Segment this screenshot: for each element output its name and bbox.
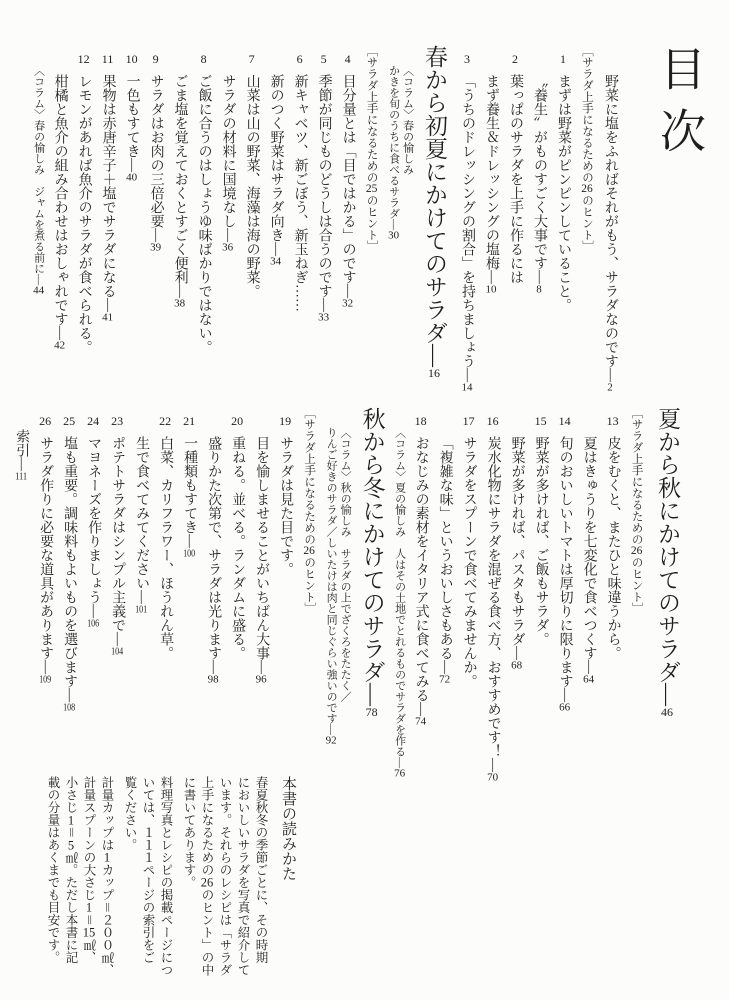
reading-notes bbox=[39, 776, 300, 1000]
page-number: 68 bbox=[511, 660, 523, 671]
toc-block-spring bbox=[28, 45, 705, 393]
page-number: 34 bbox=[270, 256, 282, 267]
reading-note: 春夏秋冬の季節ごとに、その時期 においしいサラダを写真で紹介して います。それらのレシピは「サラダ 上手になるための26のヒント」の中 に書いてあります。 bbox=[182, 776, 268, 976]
page-number: 92 bbox=[325, 735, 337, 746]
entry-number: 24 bbox=[87, 415, 100, 427]
page-number: 16 bbox=[428, 367, 440, 379]
page-number: 104 bbox=[111, 646, 124, 657]
entry-number: 9 bbox=[152, 53, 159, 65]
page-number: 76 bbox=[394, 768, 406, 779]
toc-entry-13: 13皮をむくと、またひと味違うから。 夏はきゅうりを七変化で食べつくす—64 bbox=[581, 415, 621, 685]
page-number: 39 bbox=[150, 242, 162, 253]
page-number: 8 bbox=[536, 284, 542, 295]
page-number: 42 bbox=[54, 340, 66, 351]
page-number: 111 bbox=[15, 471, 28, 482]
page-number: 74 bbox=[415, 716, 427, 727]
inline-number: 15 bbox=[82, 926, 96, 939]
toc-entry-26: 26サラダ作りに必要な道具があります—109 bbox=[38, 415, 54, 685]
page-number: 70 bbox=[487, 772, 499, 783]
toc-index: 索引—111 bbox=[14, 429, 30, 482]
inline-number: 1 bbox=[85, 901, 93, 914]
entry-number: 26 bbox=[39, 415, 52, 427]
page-number: 78 bbox=[365, 706, 378, 718]
page-number: 33 bbox=[318, 312, 330, 323]
page-number: 46 bbox=[661, 706, 673, 718]
toc-entry-11: 11果物は赤唐辛子＋塩でサラダになる—41 bbox=[100, 53, 116, 323]
toc-entry-24: 24マヨネーズを作りましょう—106 bbox=[86, 415, 102, 629]
toc-entry-20: 20重ねる。並べる。ランダムに盛る。 盛りかた次第で、サラダは光ります—98 bbox=[206, 415, 246, 685]
entry-number: 16 bbox=[486, 415, 499, 427]
entry-number: 5 bbox=[320, 53, 327, 65]
entry-number: 11 bbox=[101, 53, 114, 65]
entry-number: 3 bbox=[464, 53, 470, 65]
column-note: 〈コラム〉秋の愉しみ サラダの上でざくろをたたく／ りんご好きのサラダ／しいたけは肉と同じぐらい強いのです—92 bbox=[325, 427, 352, 746]
entry-number: 7 bbox=[248, 53, 255, 65]
entry-number: 2 bbox=[512, 53, 518, 65]
page-number: 30 bbox=[388, 230, 400, 241]
toc-entry-16: 16炭水化物にサラダを混ぜる食べ方、おすすめです！—70 bbox=[485, 415, 501, 783]
page-number: 38 bbox=[174, 298, 186, 309]
page-number: 10 bbox=[485, 284, 497, 295]
notes-heading: 本書の読みかた bbox=[280, 776, 296, 881]
toc-entry-5: 5季節が同じものどうしは合うのです—33 bbox=[316, 53, 332, 323]
hint-label: ［サラダ上手になるための26のヒント］ bbox=[630, 407, 643, 614]
entry-number: 18 bbox=[414, 415, 427, 427]
toc-entry-18: 18おなじみの素材をイタリア式に食べてみる—74 bbox=[413, 415, 429, 727]
inline-number: 25 bbox=[365, 183, 378, 195]
page-number: 41 bbox=[102, 312, 114, 323]
entry-number: 15 bbox=[534, 415, 547, 427]
toc-entry-2: 2葉っぱのサラダを上手に作るには まず養生＆ドレッシングの塩梅—10 bbox=[484, 53, 523, 295]
toc-entry-6: 6新キャベツ、新ごぼう、新玉ねぎ…… 新のつく野菜はサラダ向き—34 bbox=[268, 53, 308, 312]
toc-entry-9: 9サラダはお肉の三倍必要—39 bbox=[148, 53, 164, 253]
page-title: 目次 bbox=[654, 45, 705, 169]
page-number: 100 bbox=[183, 548, 196, 559]
page-number: 98 bbox=[207, 674, 219, 685]
hint-label: ［サラダ上手になるための26のヒント］ bbox=[581, 45, 593, 252]
toc-entry-7: 7山菜は山の野菜、海藻は海の野菜。 サラダの材料に国境なし—36 bbox=[220, 53, 260, 298]
inline-number: 1 bbox=[103, 851, 111, 864]
entry-number: 4 bbox=[344, 53, 351, 65]
page-number: 36 bbox=[222, 242, 234, 253]
entry-number: 25 bbox=[63, 415, 76, 427]
entry-number: 22 bbox=[159, 415, 172, 427]
inline-number: 1 bbox=[67, 813, 75, 826]
reading-note: 料理写真とレシピの掲載ページにつ いては、１１１ページの索引をご 覧ください。 bbox=[123, 776, 173, 976]
entry-number: 13 bbox=[606, 415, 619, 427]
toc-entry-23: 23ポテトサラダはシンプル主義で—104 bbox=[110, 415, 126, 657]
toc-entry-14: 14旬のおいしいトマトは厚切りに限ります—66 bbox=[557, 415, 573, 713]
page-number: 101 bbox=[135, 604, 148, 615]
toc-entry-10: 10一色もすてき—40 bbox=[124, 53, 140, 183]
toc-entry-3: 3「うちのドレッシングの割合」を持ちましょう—14 bbox=[460, 53, 475, 393]
entry-number: 20 bbox=[231, 415, 244, 427]
entry-number: 21 bbox=[183, 415, 196, 427]
entry-number: 19 bbox=[279, 415, 292, 427]
hint-label: ［サラダ上手になるための26のヒント］ bbox=[303, 407, 316, 614]
column-note: 〈コラム〉春の愉しみ かきを旬のうちに食べるサラダ—30 bbox=[387, 65, 414, 241]
entry-number: 23 bbox=[111, 415, 124, 427]
reading-note: 計量カップは1カップ＝２００㎖、 計量スプーンの大さじ1＝15㎖、 小さじ1＝5㎖。ただし本書に記 載の分量はあくまでも目安です。 bbox=[46, 776, 114, 977]
page-number: 40 bbox=[126, 172, 138, 183]
toc-block-summer-autumn bbox=[9, 407, 688, 785]
entry-number: 6 bbox=[296, 53, 303, 65]
inline-number: 5 bbox=[67, 838, 75, 852]
entry-number: 10 bbox=[125, 53, 138, 65]
toc-entry-4: 4目分量とは「目ではかる」のです—32 bbox=[340, 53, 356, 309]
page-number: 2 bbox=[607, 382, 613, 393]
toc-entry-25: 25塩も重要。調味料もよいものを選びます—108 bbox=[62, 415, 78, 713]
toc-entry-8: 8ご飯に合うのはしょうゆ味ばかりではない。 ごま塩を覚えておくとすごく便利—38 bbox=[172, 53, 212, 354]
section-heading: 春から初夏にかけてのサラダ—16 bbox=[422, 45, 447, 379]
toc-intro: 野菜に塩をふればそれがもう、サラダなのです—2 bbox=[603, 74, 618, 393]
page-number: 108 bbox=[63, 702, 76, 713]
page-number: 14 bbox=[461, 382, 473, 393]
inline-number: 26 bbox=[303, 545, 315, 557]
page-number: 66 bbox=[559, 702, 571, 713]
entry-number: 14 bbox=[558, 415, 571, 427]
toc-entry-19: 19サラダは見た目です。 目を愉しませることがいちばん大事—96 bbox=[254, 415, 294, 685]
inline-number: 26 bbox=[630, 545, 643, 557]
page-number: 106 bbox=[87, 618, 100, 629]
toc-entry-12: 12レモンがあれば魚介のサラダが食べられる。 柑橘と魚介の組み合わせはおしゃれです—42 bbox=[52, 53, 92, 354]
column-note: 〈コラム〉夏の愉しみ 人はその土地でとれるものでサラダを作る—76 bbox=[393, 427, 406, 779]
page-number: 64 bbox=[583, 674, 595, 685]
entry-number: 8 bbox=[200, 53, 207, 65]
page-number: 96 bbox=[255, 674, 267, 685]
section-heading: 秋から冬にかけてのサラダ—78 bbox=[359, 407, 385, 718]
toc-entry-15: 15野菜が多ければ、ご飯もサラダ。 野菜が多ければ、パスタもサラダ—68 bbox=[509, 415, 549, 671]
entry-number: 17 bbox=[462, 415, 475, 427]
entry-number: 1 bbox=[560, 53, 566, 65]
toc-entry-1: 1まずは野菜がピンピンしていること。 〝養生〟がものすごく大事です—8 bbox=[532, 53, 571, 312]
toc-entry-17: 17サラダをスプーンで食べてみませんか。 「複雑な味」というおいしさもある—72 bbox=[437, 415, 477, 688]
section-heading: 夏から秋にかけてのサラダ—46 bbox=[655, 407, 680, 718]
column-note: 〈コラム〉春の愉しみ ジャムを煮る前に—44 bbox=[32, 65, 45, 296]
toc-entry-21: 21一種類もすてき—100 bbox=[182, 415, 198, 559]
page-number: 109 bbox=[39, 674, 52, 685]
page-number: 44 bbox=[33, 285, 45, 296]
page-number: 32 bbox=[342, 298, 354, 309]
entry-number: 12 bbox=[77, 53, 90, 65]
toc-entry-22: 22白菜、カリフラワー、ほうれん草。 生で食べてみてください—101 bbox=[134, 415, 174, 660]
inline-number: 26 bbox=[200, 876, 214, 889]
page-number: 72 bbox=[439, 674, 451, 685]
hint-label: ［サラダ上手になるための25のヒント］ bbox=[365, 45, 378, 252]
inline-number: 26 bbox=[581, 183, 593, 195]
